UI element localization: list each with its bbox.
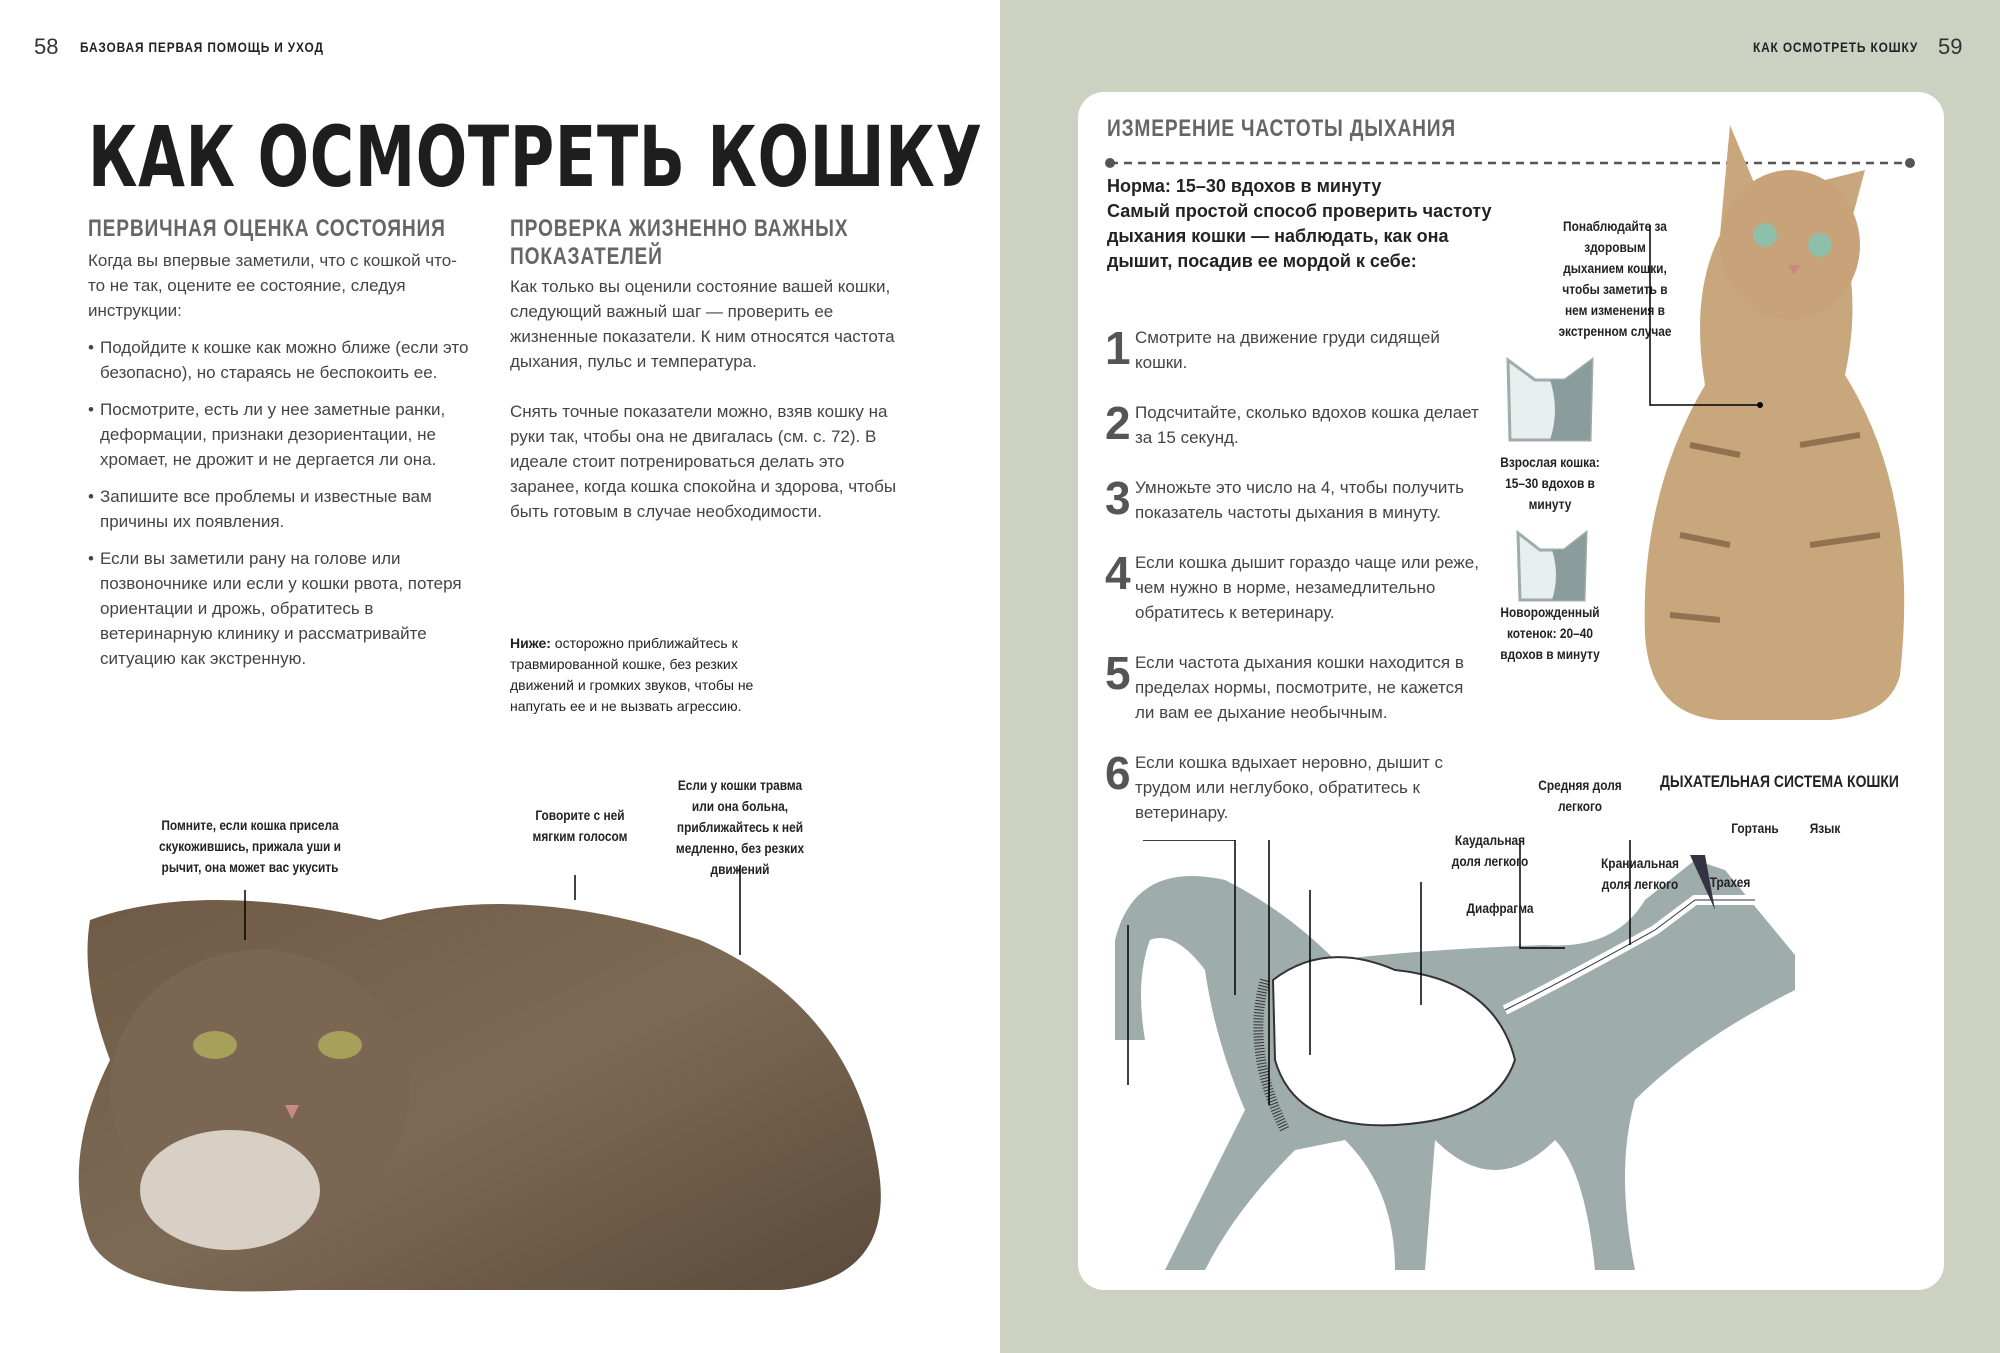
- panel-heading: ИЗМЕРЕНИЕ ЧАСТОТЫ ДЫХАНИЯ: [1107, 115, 1456, 142]
- list-item: • Запишите все проблемы и известные вам причины их появления.: [88, 484, 473, 534]
- step-number: 1: [1105, 322, 1131, 374]
- step-text: Подсчитайте, сколько вдохов кошка делает за 15 секунд.: [1135, 403, 1479, 447]
- caption-lead: Ниже:: [510, 635, 551, 651]
- diagram-title: ДЫХАТЕЛЬНАЯ СИСТЕМА КОШКИ: [1660, 772, 1899, 791]
- kitten-rate-label: Новорожденный котенок: 20–40 вдохов в минуту: [1500, 604, 1600, 662]
- step-text: Если кошка дышит гораздо чаще или реже, чем нужно в норме, незамедлительно обратитесь к ветеринару.: [1135, 553, 1479, 622]
- sitting-cat-photo: [1630, 115, 1920, 725]
- list-item: • Если вы заметили рану на голове или позвоночнике или если у кошки рвота, потеря ориентации и дрожь, обратитесь в ветеринарную клинику и рассматривайте ситуацию как экстренную.: [88, 546, 473, 671]
- label-caudal-lobe: Каудальная доля легкого: [1451, 832, 1529, 869]
- step-number: 3: [1105, 472, 1131, 524]
- kitten-face-icon: [1512, 525, 1592, 605]
- section-vitals: [510, 274, 905, 524]
- annotation: Если у кошки травма или она больна, приближайтесь к ней медленно, без резких движений: [675, 777, 805, 877]
- step-number: 4: [1105, 547, 1131, 599]
- label-larynx: Гортань: [1731, 820, 1779, 836]
- step-4: [1105, 547, 1485, 625]
- step-number: 6: [1105, 747, 1131, 799]
- paragraph: Как только вы оценили состояние вашей кошки, следующий важный шаг — проверить ее жизненные показатели. К ним относятся частота дыхания, пульс и температура.: [510, 277, 895, 371]
- step-1: [1105, 322, 1485, 375]
- step-2: [1105, 397, 1485, 450]
- section-heading: ПРОВЕРКА ЖИЗНЕННО ВАЖНЫХ ПОКАЗАТЕЛЕЙ: [510, 215, 849, 270]
- section-heading: ПЕРВИЧНАЯ ОЦЕНКА СОСТОЯНИЯ: [88, 215, 446, 242]
- label-tongue: Язык: [1809, 820, 1841, 836]
- page-title: КАК ОСМОТРЕТЬ КОШКУ: [88, 108, 983, 206]
- label-diaphragm: Диафрагма: [1466, 900, 1534, 916]
- intro-text: Самый простой способ проверить частоту дыхания кошки — наблюдать, как она дышит, посадив ее мордой к себе:: [1107, 201, 1492, 271]
- step-number: 2: [1105, 397, 1131, 449]
- norm-intro: [1107, 174, 1507, 274]
- step-5: [1105, 647, 1485, 725]
- step-3: [1105, 472, 1485, 525]
- adult-rate-label: Взрослая кошка: 15–30 вдохов в минуту: [1500, 454, 1600, 512]
- norm-text: Норма: 15–30 вдохов в минуту: [1107, 176, 1382, 196]
- label-middle-lobe: Средняя доля легкого: [1538, 777, 1622, 814]
- list-item: • Подойдите к кошке как можно ближе (если это безопасно), но стараясь не беспокоить ее.: [88, 335, 473, 385]
- label-trachea: Трахея: [1709, 874, 1751, 890]
- adult-cat-face-icon: [1500, 350, 1600, 450]
- running-header: БАЗОВАЯ ПЕРВАЯ ПОМОЩЬ И УХОД: [80, 39, 324, 55]
- step-text: Если частота дыхания кошки находится в пределах нормы, посмотрите, не кажется ли вам ее дыхание необычным.: [1135, 653, 1464, 722]
- caption-text: осторожно приближайтесь к травмированной кошке, без резких движений и громких звуков, чтобы не напугать ее и не вызвать агрессию.: [510, 635, 754, 714]
- list-item: • Посмотрите, есть ли у нее заметные ранки, деформации, признаки дезориентации, не хромает, не дрожит и не дергается ли она.: [88, 397, 473, 472]
- step-text: Смотрите на движение груди сидящей кошки.: [1135, 328, 1440, 372]
- paragraph: Снять точные показатели можно, взяв кошку на руки так, чтобы она не двигалась (см. с. 72). В идеале стоит потренироваться делать это заранее, когда кошка спокойна и здорова, чтобы быть готовым в случае необходимости.: [510, 402, 897, 521]
- step-text: Умножьте это число на 4, чтобы получить показатель частоты дыхания в минуту.: [1135, 478, 1465, 522]
- step-6: [1105, 747, 1445, 825]
- intro-text: Когда вы впервые заметили, что с кошкой что-то не так, оцените ее состояние, следуя инструкции:: [88, 251, 457, 320]
- step-number: 5: [1105, 647, 1131, 699]
- section-primary-assessment: [88, 248, 473, 671]
- photo-caption: [510, 633, 770, 717]
- crouching-cat-photo: [0, 860, 1000, 1310]
- step-text: Если кошка вдыхает неровно, дышит с трудом или неглубоко, обратитесь к ветеринару.: [1135, 753, 1443, 822]
- annotation: Помните, если кошка присела скукожившись, прижала уши и рычит, она может вас укусить: [159, 817, 341, 875]
- page-number: 59: [1938, 34, 1963, 59]
- label-cranial-lobe: Краниальная доля легкого: [1601, 855, 1679, 892]
- page-number: 58: [34, 34, 59, 59]
- running-header: КАК ОСМОТРЕТЬ КОШКУ: [1753, 39, 1919, 55]
- annotation: Говорите с ней мягким голосом: [532, 807, 628, 844]
- observe-note: Понаблюдайте за здоровым дыханием кошки, чтобы заметить в нем изменения в экстренном случае: [1558, 218, 1672, 339]
